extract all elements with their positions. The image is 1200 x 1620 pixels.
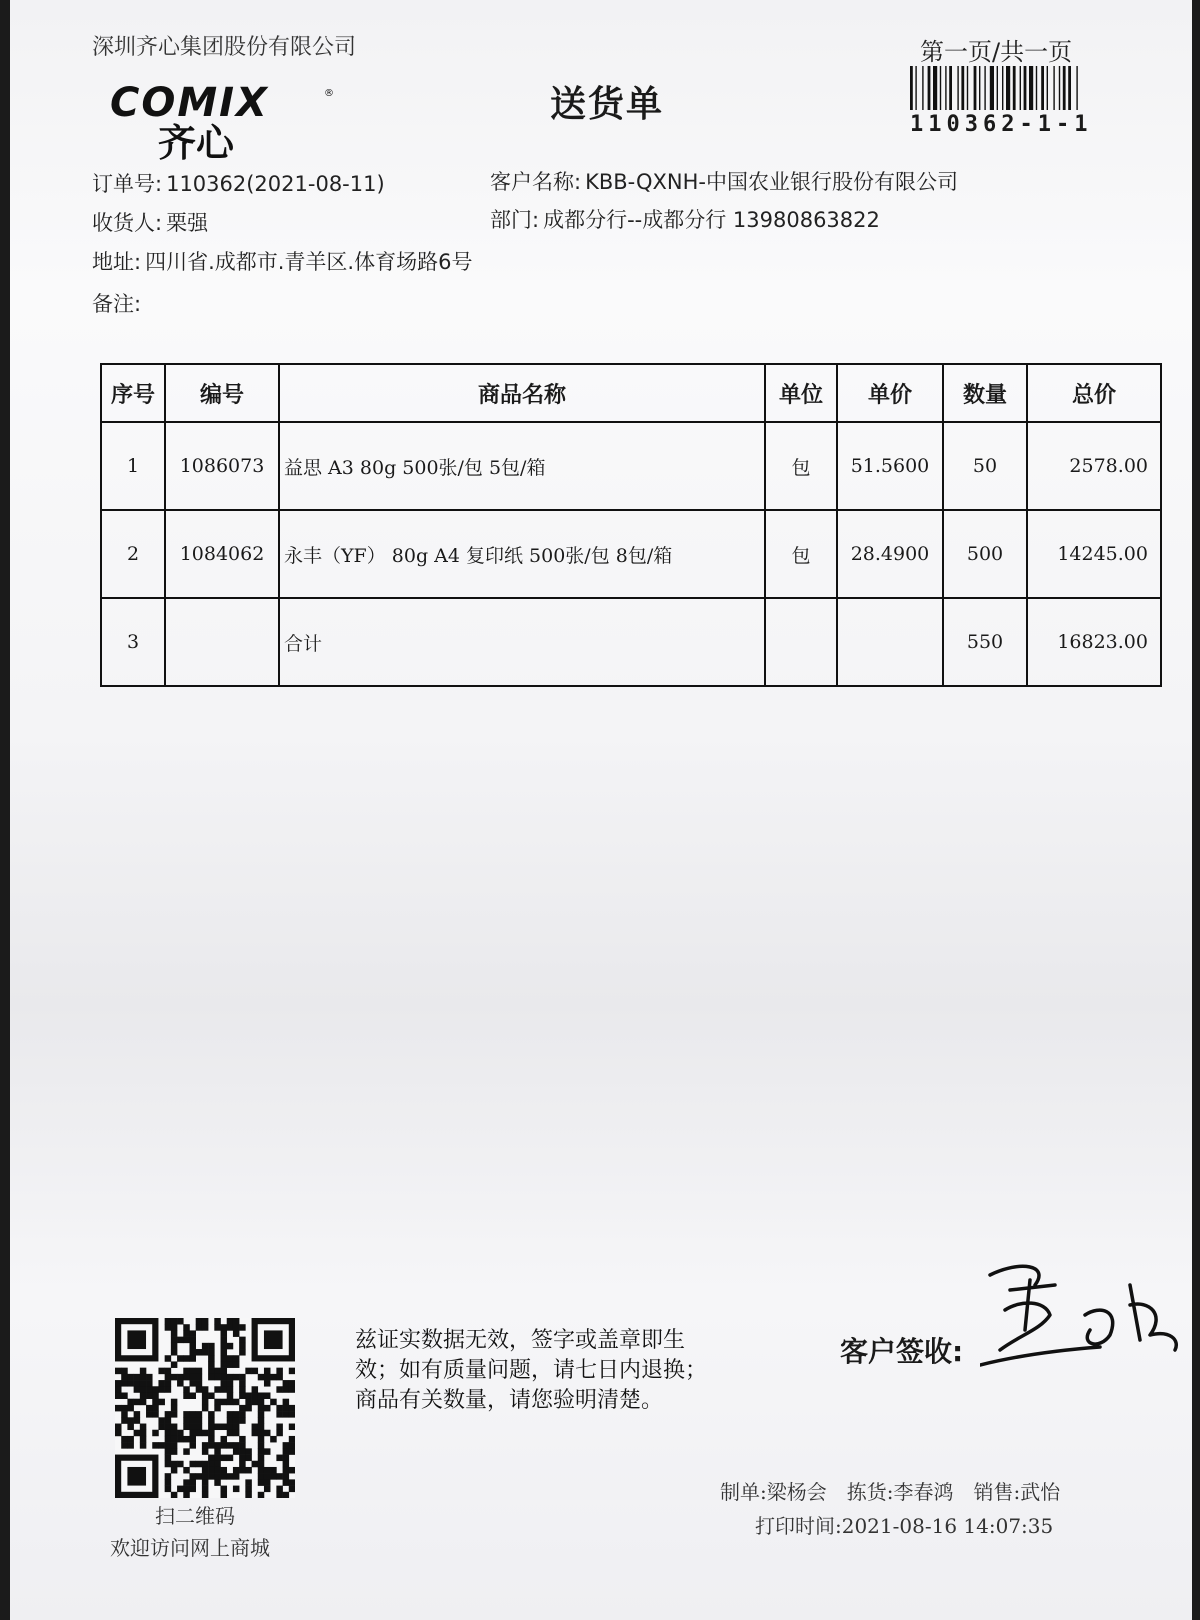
order-number [92,168,385,198]
remark [92,288,145,318]
header-seq: 序号 [101,364,165,422]
staff-sales: 销售:武怡 [973,1480,1061,1504]
svg-text:COMIX: COMIX [110,82,269,126]
cell-quantity: 550 [943,598,1027,686]
order-number-value: 110362(2021-08-11) [166,172,385,196]
cell-product-name: 合计 [279,598,765,686]
barcode [910,66,1120,110]
header-product-name: 商品名称 [279,364,765,422]
customer-name-label: 客户名称: [490,170,582,194]
company-name: 深圳齐心集团股份有限公司 [92,35,357,60]
cell-total: 16823.00 [1027,598,1161,686]
receiver [92,207,208,237]
cell-seq: 3 [101,598,165,686]
items-table [100,363,1162,687]
customer-signature-label: 客户签收: [840,1335,964,1368]
cell-unit-price: 28.4900 [837,510,943,598]
customer-name [490,166,958,196]
department-label: 部门: [490,208,540,232]
notice-text [355,1326,707,1416]
cell-product-name: 益思 A3 80g 500张/包 5包/箱 [279,422,765,510]
notice-line-3: 商品有关数量，请您验明清楚。 [355,1388,664,1413]
cell-unit [765,598,837,686]
address [92,246,472,276]
cell-quantity: 50 [943,422,1027,510]
department-value: 成都分行--成都分行 13980863822 [543,208,880,232]
qr-caption-scan: 扫二维码 [155,1504,235,1528]
cell-code [165,598,279,686]
staff-info [720,1476,1080,1505]
receiver-value: 栗强 [166,211,209,235]
cell-unit-price: 51.5600 [837,422,943,510]
notice-line-2: 效；如有质量问题，请七日内退换； [355,1358,708,1383]
cell-unit: 包 [765,422,837,510]
table-row [101,510,1161,598]
cell-code: 1086073 [165,422,279,510]
svg-text:®: ® [324,88,334,99]
staff-picker: 拣货:李春鸿 [846,1480,954,1504]
delivery-note-paper [10,0,1192,1620]
handwritten-signature [980,1255,1180,1375]
table-header-row [101,364,1161,422]
customer-name-value: KBB-QXNH-中国农业银行股份有限公司 [585,170,959,194]
cell-seq: 2 [101,510,165,598]
cell-unit-price [837,598,943,686]
remark-label: 备注: [92,292,142,316]
notice-line-1: 兹证实数据无效，签字或盖章即生 [355,1328,686,1353]
document-title: 送货单 [550,84,665,125]
comix-logo [110,82,350,162]
department [490,204,880,234]
cell-code: 1084062 [165,510,279,598]
barcode-number: 110362-1-1 [910,112,1093,137]
qr-code [115,1318,295,1498]
order-number-label: 订单号: [92,172,163,196]
staff-maker: 制单:梁杨会 [720,1480,827,1504]
address-label: 地址: [92,250,142,274]
qr-caption-visit: 欢迎访问网上商城 [110,1536,270,1560]
cell-product-name: 永丰（YF） 80g A4 复印纸 500张/包 8包/箱 [279,510,765,598]
cell-total: 14245.00 [1027,510,1161,598]
header-code: 编号 [165,364,279,422]
address-value: 四川省.成都市.青羊区.体育场路6号 [145,250,473,274]
header-unit-price: 单价 [837,364,943,422]
cell-quantity: 500 [943,510,1027,598]
cell-seq: 1 [101,422,165,510]
cell-total: 2578.00 [1027,422,1161,510]
header-unit: 单位 [765,364,837,422]
print-time: 打印时间:2021-08-16 14:07:35 [755,1514,1054,1538]
table-row-total [101,598,1161,686]
table-row [101,422,1161,510]
header-quantity: 数量 [943,364,1027,422]
receiver-label: 收货人: [92,211,163,235]
cell-unit: 包 [765,510,837,598]
page-info: 第一页/共一页 [920,38,1073,66]
header-total: 总价 [1027,364,1161,422]
svg-text:齐心: 齐心 [158,121,235,162]
